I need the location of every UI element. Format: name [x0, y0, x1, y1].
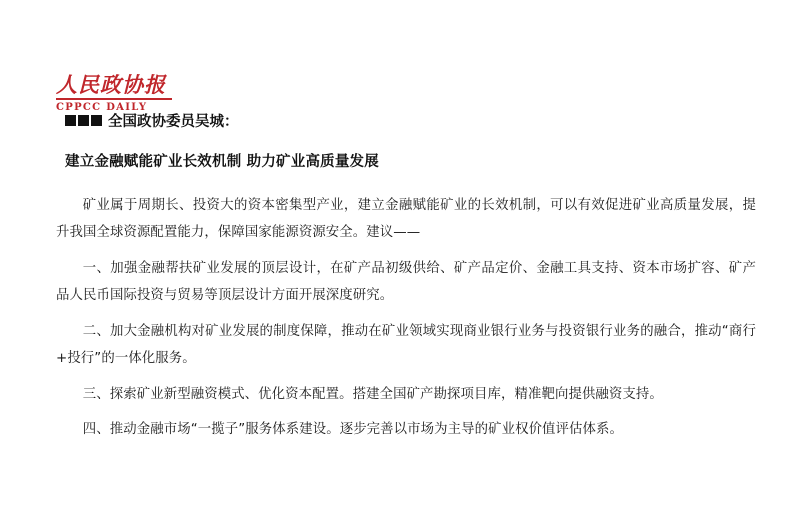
article-byline — [56, 110, 756, 131]
article-paragraph: 二、加大金融机构对矿业发展的制度保障，推动在矿业领域实现商业银行业务与投资银行业务的融合，推动“商行+投行”的一体化服务。 — [56, 323, 756, 367]
byline-text: 全国政协委员吴城： — [108, 114, 239, 130]
article-paragraph: 一、加强金融帮扶矿业发展的顶层设计，在矿产品初级供给、矿产品定价、金融工具支持、资本市场扩容、矿产品人民币国际投资与贸易等顶层设计方面开展深度研究。 — [56, 260, 756, 304]
article-headline: 建立金融赋能矿业长效机制 助力矿业高质量发展 — [65, 154, 379, 170]
square-bullets-icon — [65, 115, 102, 126]
article-paragraph: 四、推动金融市场“一揽子”服务体系建设。逐步完善以市场为主导的矿业权价值评估体系。 — [82, 422, 624, 438]
article-body — [56, 110, 756, 452]
article-paragraph: 三、探索矿业新型融资模式、优化资本配置。搭建全国矿产勘探项目库，精准靶向提供融资支持。 — [82, 386, 663, 402]
masthead — [56, 74, 196, 113]
article-paragraph: 矿业属于周期长、投资大的资本密集型产业，建立金融赋能矿业的长效机制，可以有效促进矿业高质量发展，提升我国全球资源配置能力，保障国家能源资源安全。建议—— — [56, 198, 756, 241]
masthead-title-cn: 人民政协报 — [56, 72, 166, 97]
masthead-divider — [56, 98, 172, 100]
masthead-title-en: CPPCC DAILY — [56, 101, 148, 113]
